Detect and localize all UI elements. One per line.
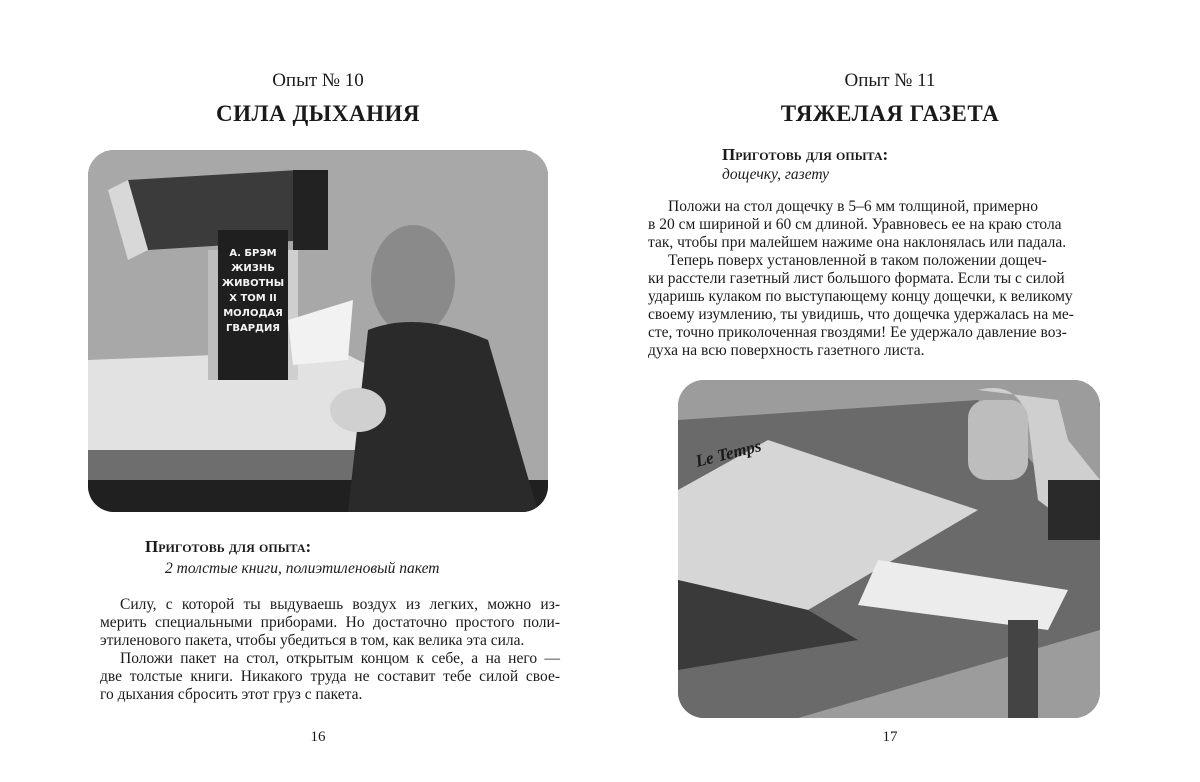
paragraph-line: духа на всю поверхность газетного листа. — [648, 342, 925, 359]
paragraph-line: Положи на стол дощечку в 5–6 мм толщиной, примерно — [668, 198, 1038, 215]
experiment-number-left: Опыт № 10 — [272, 70, 364, 91]
page-title-left: СИЛА ДЫХАНИЯ — [215, 101, 420, 126]
paragraph-line: ударишь кулаком по выступающему концу дощечки, к великому — [648, 288, 1073, 305]
page-number-left: 16 — [310, 729, 326, 745]
paragraph-line: го дыхания сбросить этот груз с пакета. — [100, 686, 363, 703]
page-number-right: 17 — [882, 729, 898, 745]
illustration-newspaper-experiment — [678, 380, 1100, 718]
paragraph-line: своему изумлению, ты увидишь, что дощечка удержалась на ме- — [648, 306, 1074, 323]
illustration-breath-experiment — [88, 150, 548, 512]
prep-label-right: Приготовь для опыта: — [722, 145, 889, 164]
paragraph-line: ки расстели газетный лист большого формата. Если ты с силой — [648, 270, 1065, 287]
paragraph-line: Положи пакет на стол, открытым концом к себе, а на него — — [120, 650, 560, 667]
paragraph-line: Силу, с которой ты выдуваешь воздух из легких, можно из- — [120, 596, 560, 613]
body-text-left — [100, 596, 560, 704]
body-text-right — [648, 198, 1074, 360]
prep-label-left: Приготовь для опыта: — [145, 537, 312, 556]
paragraph-line: Теперь поверх установленной в таком положении дощеч- — [668, 252, 1047, 269]
paragraph-line: этиленового пакета, чтобы убедиться в том, как велика эта сила. — [100, 632, 525, 649]
prep-items-left: 2 толстые книги, полиэтиленовый пакет — [165, 560, 440, 577]
paragraph-line: так, чтобы при малейшем нажиме она наклонялась или падала. — [648, 234, 1067, 251]
page-title-right: ТЯЖЕЛАЯ ГАЗЕТА — [780, 101, 1000, 126]
paragraph-line: в 20 см шириной и 60 см длиной. Уравновесь ее на краю стола — [648, 216, 1062, 233]
newspaper-masthead: Le Temps — [693, 436, 764, 471]
paragraph-line: сте, точно приколоченная гвоздями! Ее удержало давление воз- — [648, 324, 1067, 341]
prep-items-right: дощечку, газету — [722, 166, 830, 183]
paragraph-line: две толстые книги. Никакого труда не составит тебе силой свое- — [100, 668, 560, 685]
experiment-number-right: Опыт № 11 — [844, 70, 936, 91]
book-spine-lettering: А. БРЭМ ЖИЗНЬ ЖИВОТНЫХ ТОМ II МОЛОДАЯ ГВАРДИЯ — [221, 248, 285, 334]
paragraph-line: мерить специальными приборами. Но достаточно простого поли- — [100, 614, 560, 631]
